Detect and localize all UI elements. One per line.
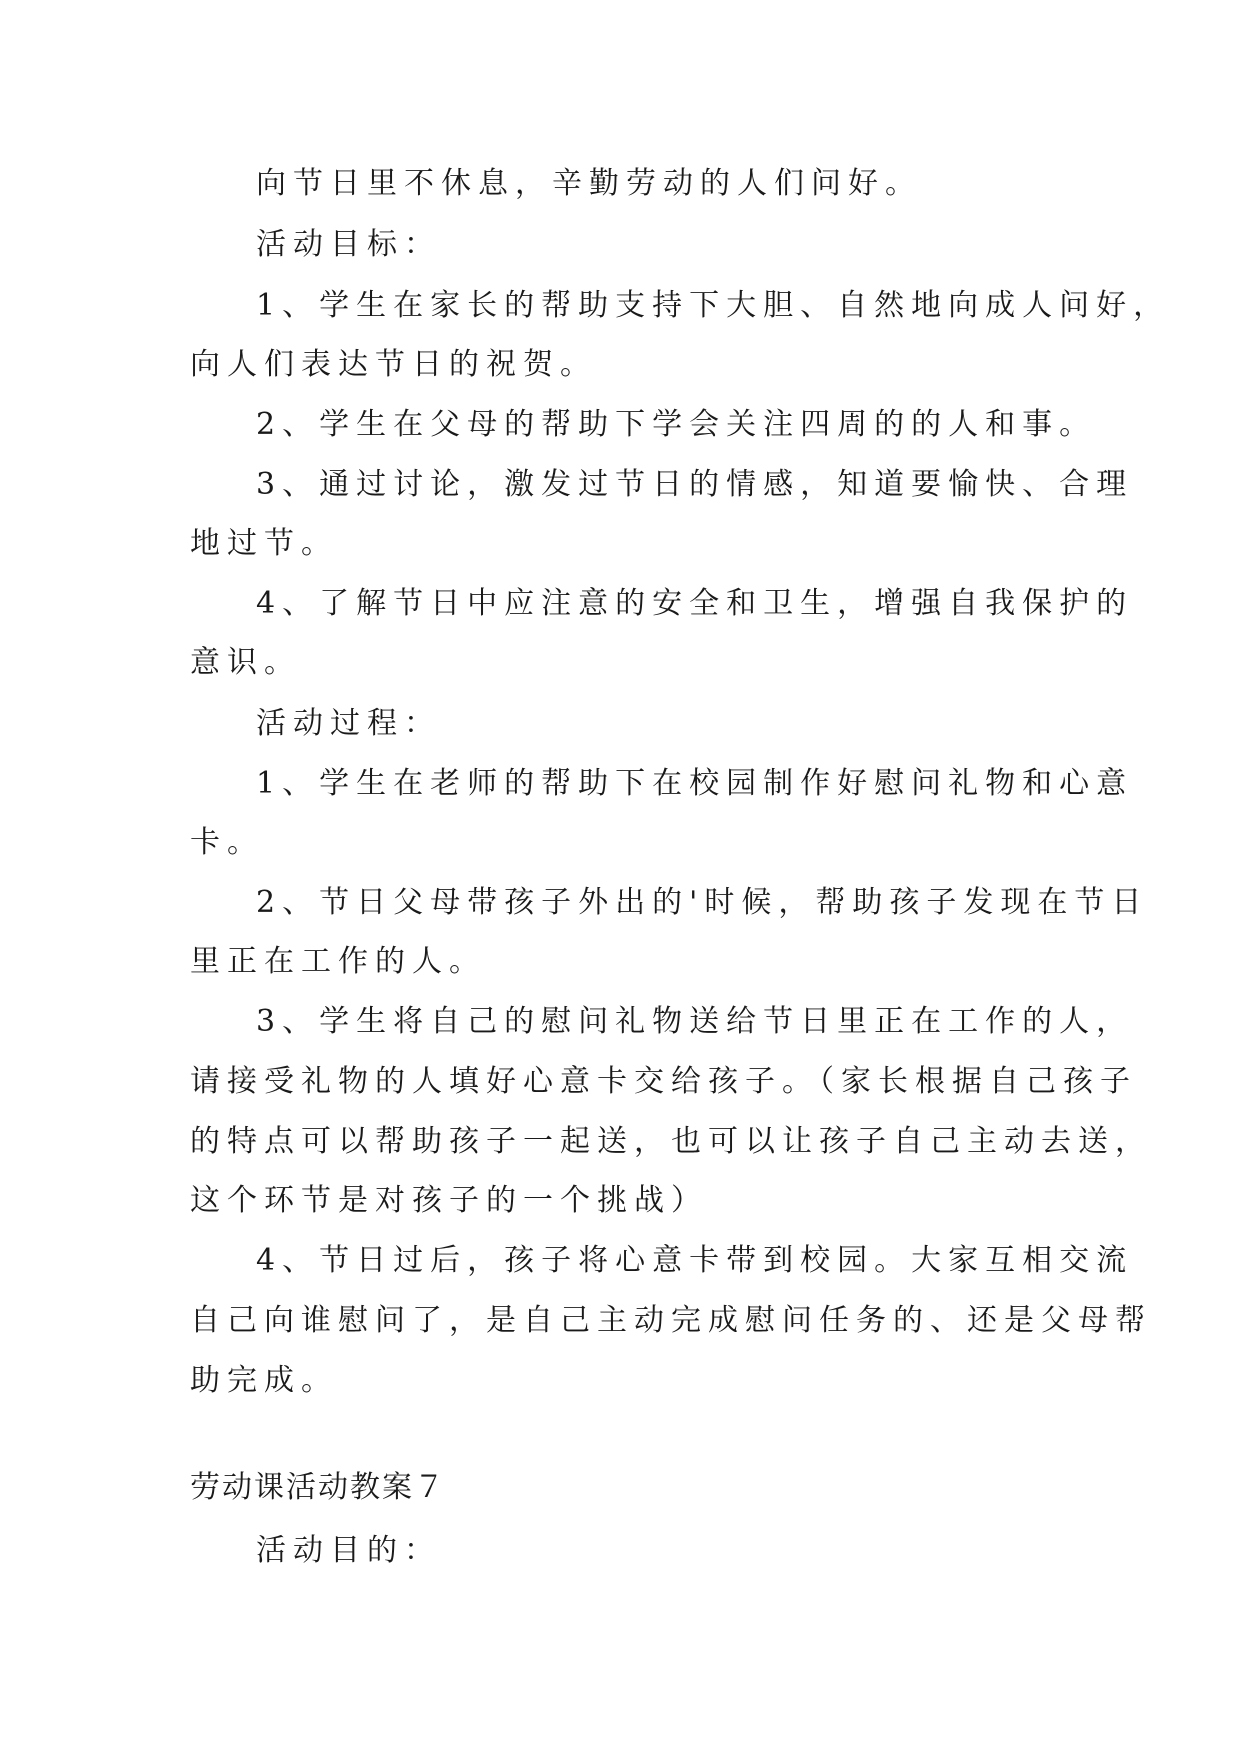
paragraph-line: 的特点可以帮助孩子一起送，也可以让孩子自己主动去送， [190, 1124, 1152, 1159]
paragraph-line: 里正在工作的人。 [190, 944, 486, 979]
paragraph-line: 3、通过讨论，激发过节日的情感，知道要愉快、合理 [256, 467, 1134, 502]
paragraph-line: 向人们表达节日的祝贺。 [190, 347, 597, 382]
paragraph-line: 向节日里不休息，辛勤劳动的人们问好。 [256, 166, 922, 201]
section-label-purpose: 活动目的： [256, 1533, 441, 1568]
paragraph-line: 2、学生在父母的帮助下学会关注四周的的人和事。 [256, 407, 1097, 442]
section-label-goals: 活动目标： [256, 227, 441, 262]
paragraph-line: 意识。 [190, 645, 301, 680]
paragraph-line: 2、节日父母带孩子外出的'时候，帮助孩子发现在节日 [256, 885, 1149, 920]
paragraph-line: 1、学生在家长的帮助支持下大胆、自然地向成人问好， [256, 288, 1171, 323]
paragraph-line: 1、学生在老师的帮助下在校园制作好慰问礼物和心意 [256, 766, 1134, 801]
paragraph-line: 3、学生将自己的慰问礼物送给节日里正在工作的人， [256, 1004, 1134, 1039]
paragraph-line: 这个环节是对孩子的一个挑战） [190, 1183, 708, 1218]
section-label-process: 活动过程： [256, 706, 441, 741]
paragraph-line: 4、节日过后，孩子将心意卡带到校园。大家互相交流 [256, 1243, 1134, 1278]
paragraph-line: 卡。 [190, 825, 264, 860]
paragraph-line: 4、了解节日中应注意的安全和卫生，增强自我保护的 [256, 586, 1134, 621]
paragraph-line: 自己向谁慰问了，是自己主动完成慰问任务的、还是父母帮 [190, 1303, 1152, 1338]
paragraph-line: 请接受礼物的人填好心意卡交给孩子。（家长根据自己孩子 [190, 1064, 1137, 1099]
paragraph-line: 地过节。 [190, 526, 338, 561]
section-heading: 劳动课活动教案７ [190, 1470, 446, 1505]
paragraph-line: 助完成。 [190, 1363, 338, 1398]
